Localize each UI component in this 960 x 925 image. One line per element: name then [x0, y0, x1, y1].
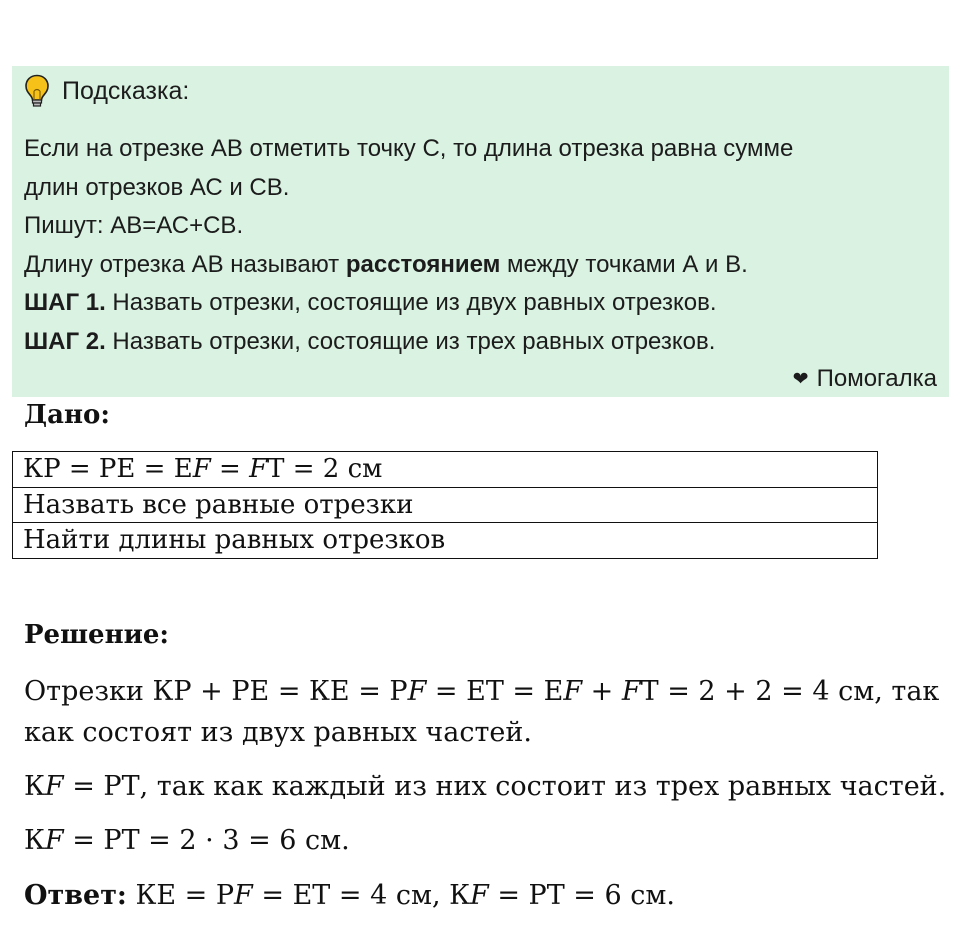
math-text: К — [24, 771, 45, 802]
hint-body — [24, 130, 939, 361]
math-var: F — [563, 676, 583, 707]
math-text: = РТ, так как каждый из них состоит из трех равных частей. — [63, 771, 947, 802]
math-text: Т = 2 см — [267, 454, 383, 485]
hint-line-distance — [24, 246, 939, 285]
hint-box — [12, 66, 949, 397]
math-text: Т = 2 + 2 = 4 см, так — [640, 676, 940, 707]
math-text: + — [582, 676, 622, 707]
heart-icon: ❤ — [792, 368, 809, 390]
math-text: = ЕТ = Е — [426, 676, 564, 707]
math-var: F — [44, 825, 64, 856]
solution-title: Решение: — [24, 620, 170, 650]
hint-text: Длину отрезка АВ называют — [24, 250, 346, 278]
step-label: ШАГ 2. — [24, 327, 106, 355]
solution-line-1 — [24, 672, 939, 711]
given-cell-lengths — [13, 452, 878, 488]
solution-line-2: как состоят из двух равных частей. — [24, 717, 532, 748]
hint-title — [24, 74, 189, 108]
math-text: = ЕТ = 4 см, К — [252, 880, 471, 911]
hint-line: Пишут: АВ=АС+СВ. — [24, 212, 244, 239]
math-text: КР = РЕ = Е — [23, 454, 193, 485]
table-row — [13, 452, 878, 488]
step-text: Назвать отрезки, состоящие из двух равных отрезков. — [105, 289, 717, 316]
solution-line-3 — [24, 767, 946, 806]
hint-term-bold: расстоянием — [345, 250, 501, 278]
step-label: ШАГ 1. — [24, 289, 106, 316]
solution-line-4 — [24, 821, 350, 860]
given-cell-task1: Назвать все равные отрезки — [13, 487, 878, 523]
math-var: F — [234, 880, 253, 911]
hint-title-text: Подсказка: — [62, 76, 190, 105]
hint-line: Если на отрезке АВ отметить точку С, то длина отрезка равна сумме — [24, 135, 794, 162]
given-title: Дано: — [24, 400, 110, 430]
table-row — [13, 487, 878, 523]
math-text: КЕ = Р — [126, 880, 235, 911]
table-row — [13, 523, 878, 559]
lightbulb-icon — [24, 74, 50, 108]
math-var: F — [192, 454, 211, 485]
hint-step-2 — [24, 323, 939, 362]
math-var: F — [621, 676, 641, 707]
math-text: = РТ = 6 см. — [488, 880, 675, 911]
given-table — [12, 451, 878, 559]
answer-line — [24, 876, 675, 915]
step-text: Назвать отрезки, состоящие из трех равных отрезков. — [105, 327, 716, 355]
math-var: F — [407, 676, 427, 707]
credit-text: Помогалка — [816, 365, 937, 392]
hint-text: между точками А и В. — [500, 250, 748, 278]
answer-label: Ответ: — [24, 880, 127, 911]
given-cell-task2: Найти длины равных отрезков — [13, 523, 878, 559]
math-var: F — [470, 880, 489, 911]
credit-link[interactable] — [793, 365, 937, 393]
math-var: F — [249, 454, 268, 485]
math-text: = РТ = 2 · 3 = 6 см. — [63, 825, 350, 856]
hint-step-1 — [24, 284, 939, 323]
math-text: Отрезки КР + РЕ = КЕ = Р — [24, 676, 408, 707]
hint-line: длин отрезков АС и СВ. — [24, 173, 290, 201]
math-text: = — [210, 454, 250, 485]
math-var: F — [44, 771, 64, 802]
math-text: К — [24, 825, 45, 856]
